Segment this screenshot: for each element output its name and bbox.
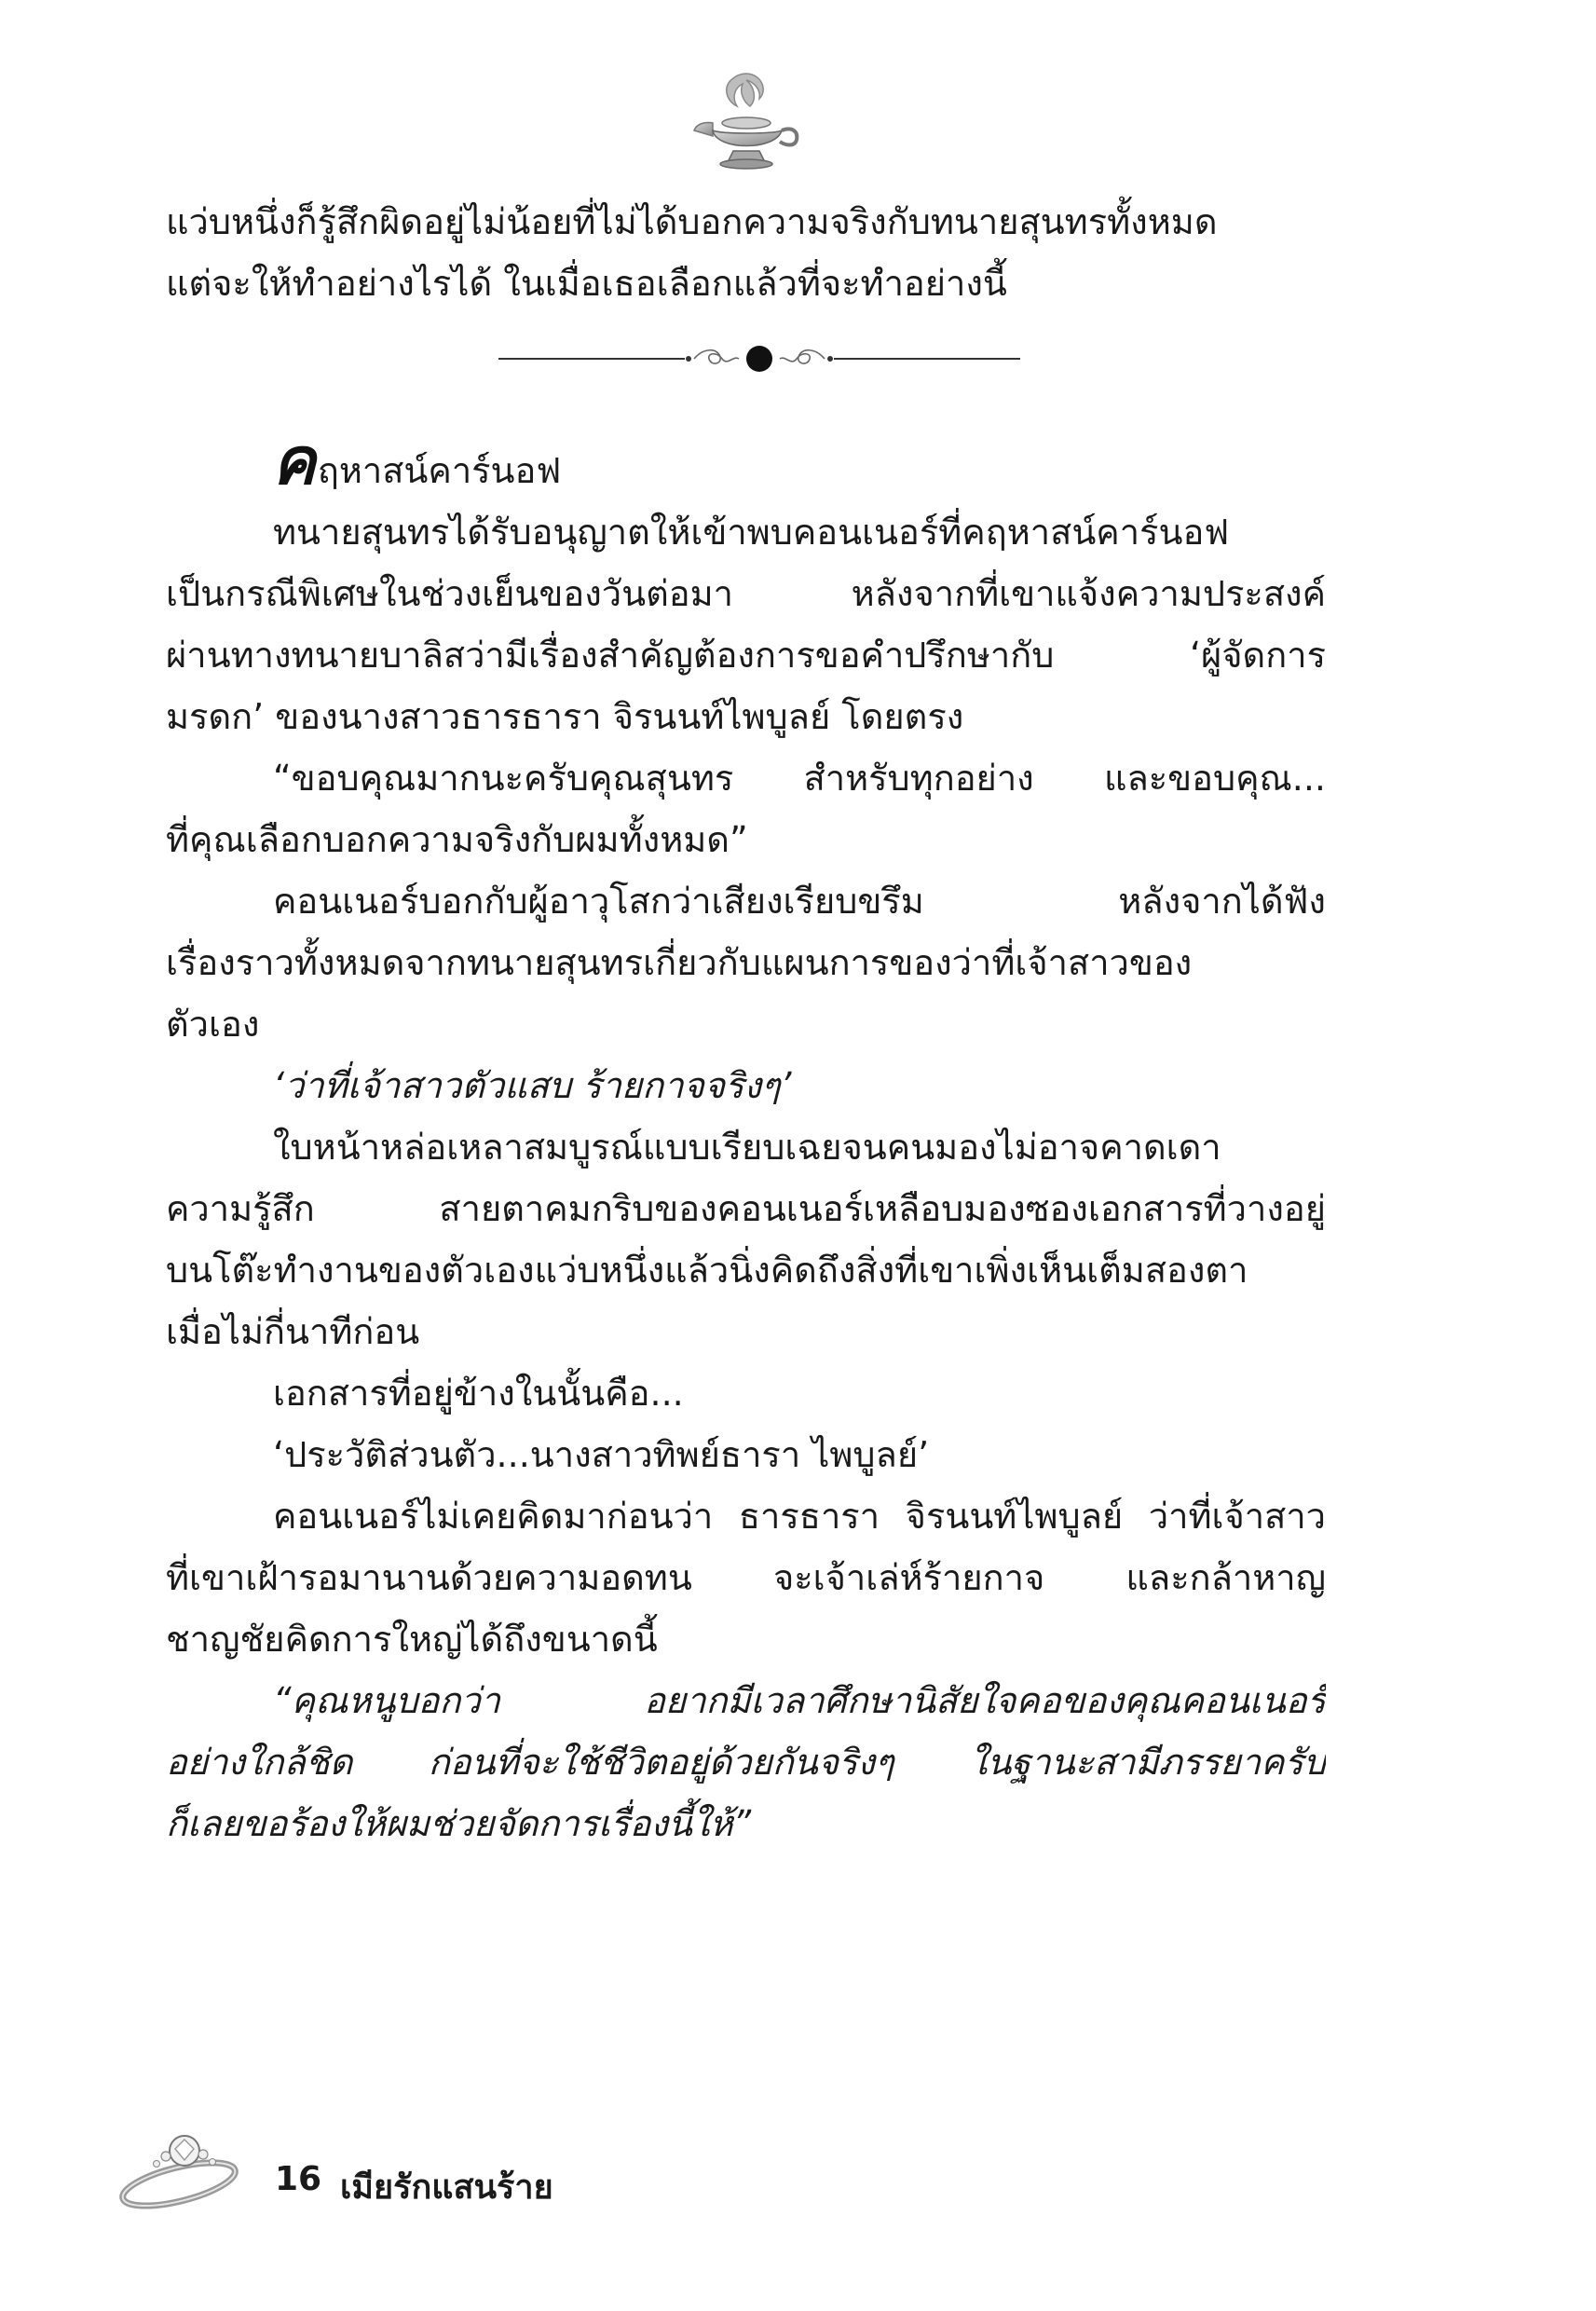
text-line: ผ่านทางทนายบาลิสว่ามีเรื่องสำคัญต้องการขอคำปรึกษากับ ‘ผู้จัดการ [166, 635, 1326, 676]
text-line: ก็เลยขอร้องให้ผมช่วยจัดการเรื่องนี้ให้” [166, 1803, 752, 1844]
text-line: ทนายสุนทรได้รับอนุญาตให้เข้าพบคอนเนอร์ที่คฤหาสน์คาร์นอฟ [273, 512, 1230, 553]
text-line: เป็นกรณีพิเศษในช่วงเย็นของวันต่อมา หลังจากที่เขาแจ้งความประสงค์ [166, 573, 1326, 614]
text-line: เอกสารที่อยู่ข้างในนั้นคือ... [273, 1373, 684, 1414]
text-line: ใบหน้าหล่อเหลาสมบูรณ์แบบเรียบเฉยจนคนมองไม่อาจคาดเดา [273, 1127, 1221, 1168]
text-line: ที่เขาเฝ้ารอมานานด้วยความอดทน จะเจ้าเล่ห์ร้ายกาจ และกล้าหาญ [166, 1557, 1326, 1598]
text-line: แว่บหนึ่งก็รู้สึกผิดอยู่ไม่น้อยที่ไม่ได้บอกความจริงกับทนายสุนทรทั้งหมด [166, 201, 1218, 242]
text-line: ‘ว่าที่เจ้าสาวตัวแสบ ร้ายกาจจริงๆ’ [273, 1065, 792, 1106]
text-line: อย่างใกล้ชิด ก่อนที่จะใช้ชีวิตอยู่ด้วยกันจริงๆ ในฐานะสามีภรรยาครับ [166, 1742, 1326, 1783]
page-number: 16 [275, 2160, 322, 2198]
text-line: “คุณหนูบอกว่า อยากมีเวลาศึกษานิสัยใจคอของคุณคอนเนอร์ [273, 1680, 1326, 1721]
text-line: ตัวเอง [166, 1004, 260, 1045]
text-line: คอนเนอร์ไม่เคยคิดมาก่อนว่า ธารธารา จิรนนท์ไพบูลย์ ว่าที่เจ้าสาว [273, 1496, 1326, 1537]
text-line: ความรู้สึก สายตาคมกริบของคอนเนอร์เหลือบมองซองเอกสารที่วางอยู่ [166, 1188, 1326, 1229]
text-line: ชาญชัยคิดการใหญ่ได้ถึงขนาดนี้ [166, 1619, 658, 1660]
ornamental-divider [498, 331, 1020, 387]
section-heading-text: ฤหาสน์คาร์นอฟ [317, 450, 562, 491]
continuation-paragraph [166, 191, 1326, 314]
text-line: บนโต๊ะทำงานของตัวเองแว่บหนึ่งแล้วนิ่งคิดถึงสิ่งที่เขาเพิ่งเห็นเต็มสองตา [166, 1250, 1248, 1291]
text-line: คอนเนอร์บอกกับผู้อาวุโสกว่าเสียงเรียบขรึม หลังจากได้ฟัง [273, 881, 1326, 922]
text-line: เรื่องราวทั้งหมดจากทนายสุนทรเกี่ยวกับแผนการของว่าที่เจ้าสาวของ [166, 942, 1193, 983]
text-line: แต่จะให้ทำอย่างไรได้ ในเมื่อเธอเลือกแล้วที่จะทำอย่างนี้ [166, 263, 1007, 304]
page-footer [112, 2115, 764, 2218]
text-line: “ขอบคุณมากนะครับคุณสุนทร สำหรับทุกอย่าง และขอบคุณ... [273, 758, 1326, 799]
section-heading [272, 419, 562, 499]
text-line: เมื่อไม่กี่นาทีก่อน [166, 1311, 420, 1352]
text-line: มรดก’ ของนางสาวธารธารา จิรนนท์ไพบูลย์ โดยตรง [166, 696, 964, 737]
text-line: ‘ประวัติส่วนตัว...นางสาวทิพย์ธารา ไพบูลย์’ [273, 1434, 930, 1475]
text-line: ที่คุณเลือกบอกความจริงกับผมทั้งหมด” [166, 819, 748, 860]
book-title: เมียรักแสนร้าย [340, 2168, 553, 2207]
diamond-ring-icon [112, 2115, 252, 2218]
body-text [166, 501, 1326, 1854]
drop-cap: ค [272, 423, 316, 499]
genie-lamp-icon [685, 65, 806, 186]
